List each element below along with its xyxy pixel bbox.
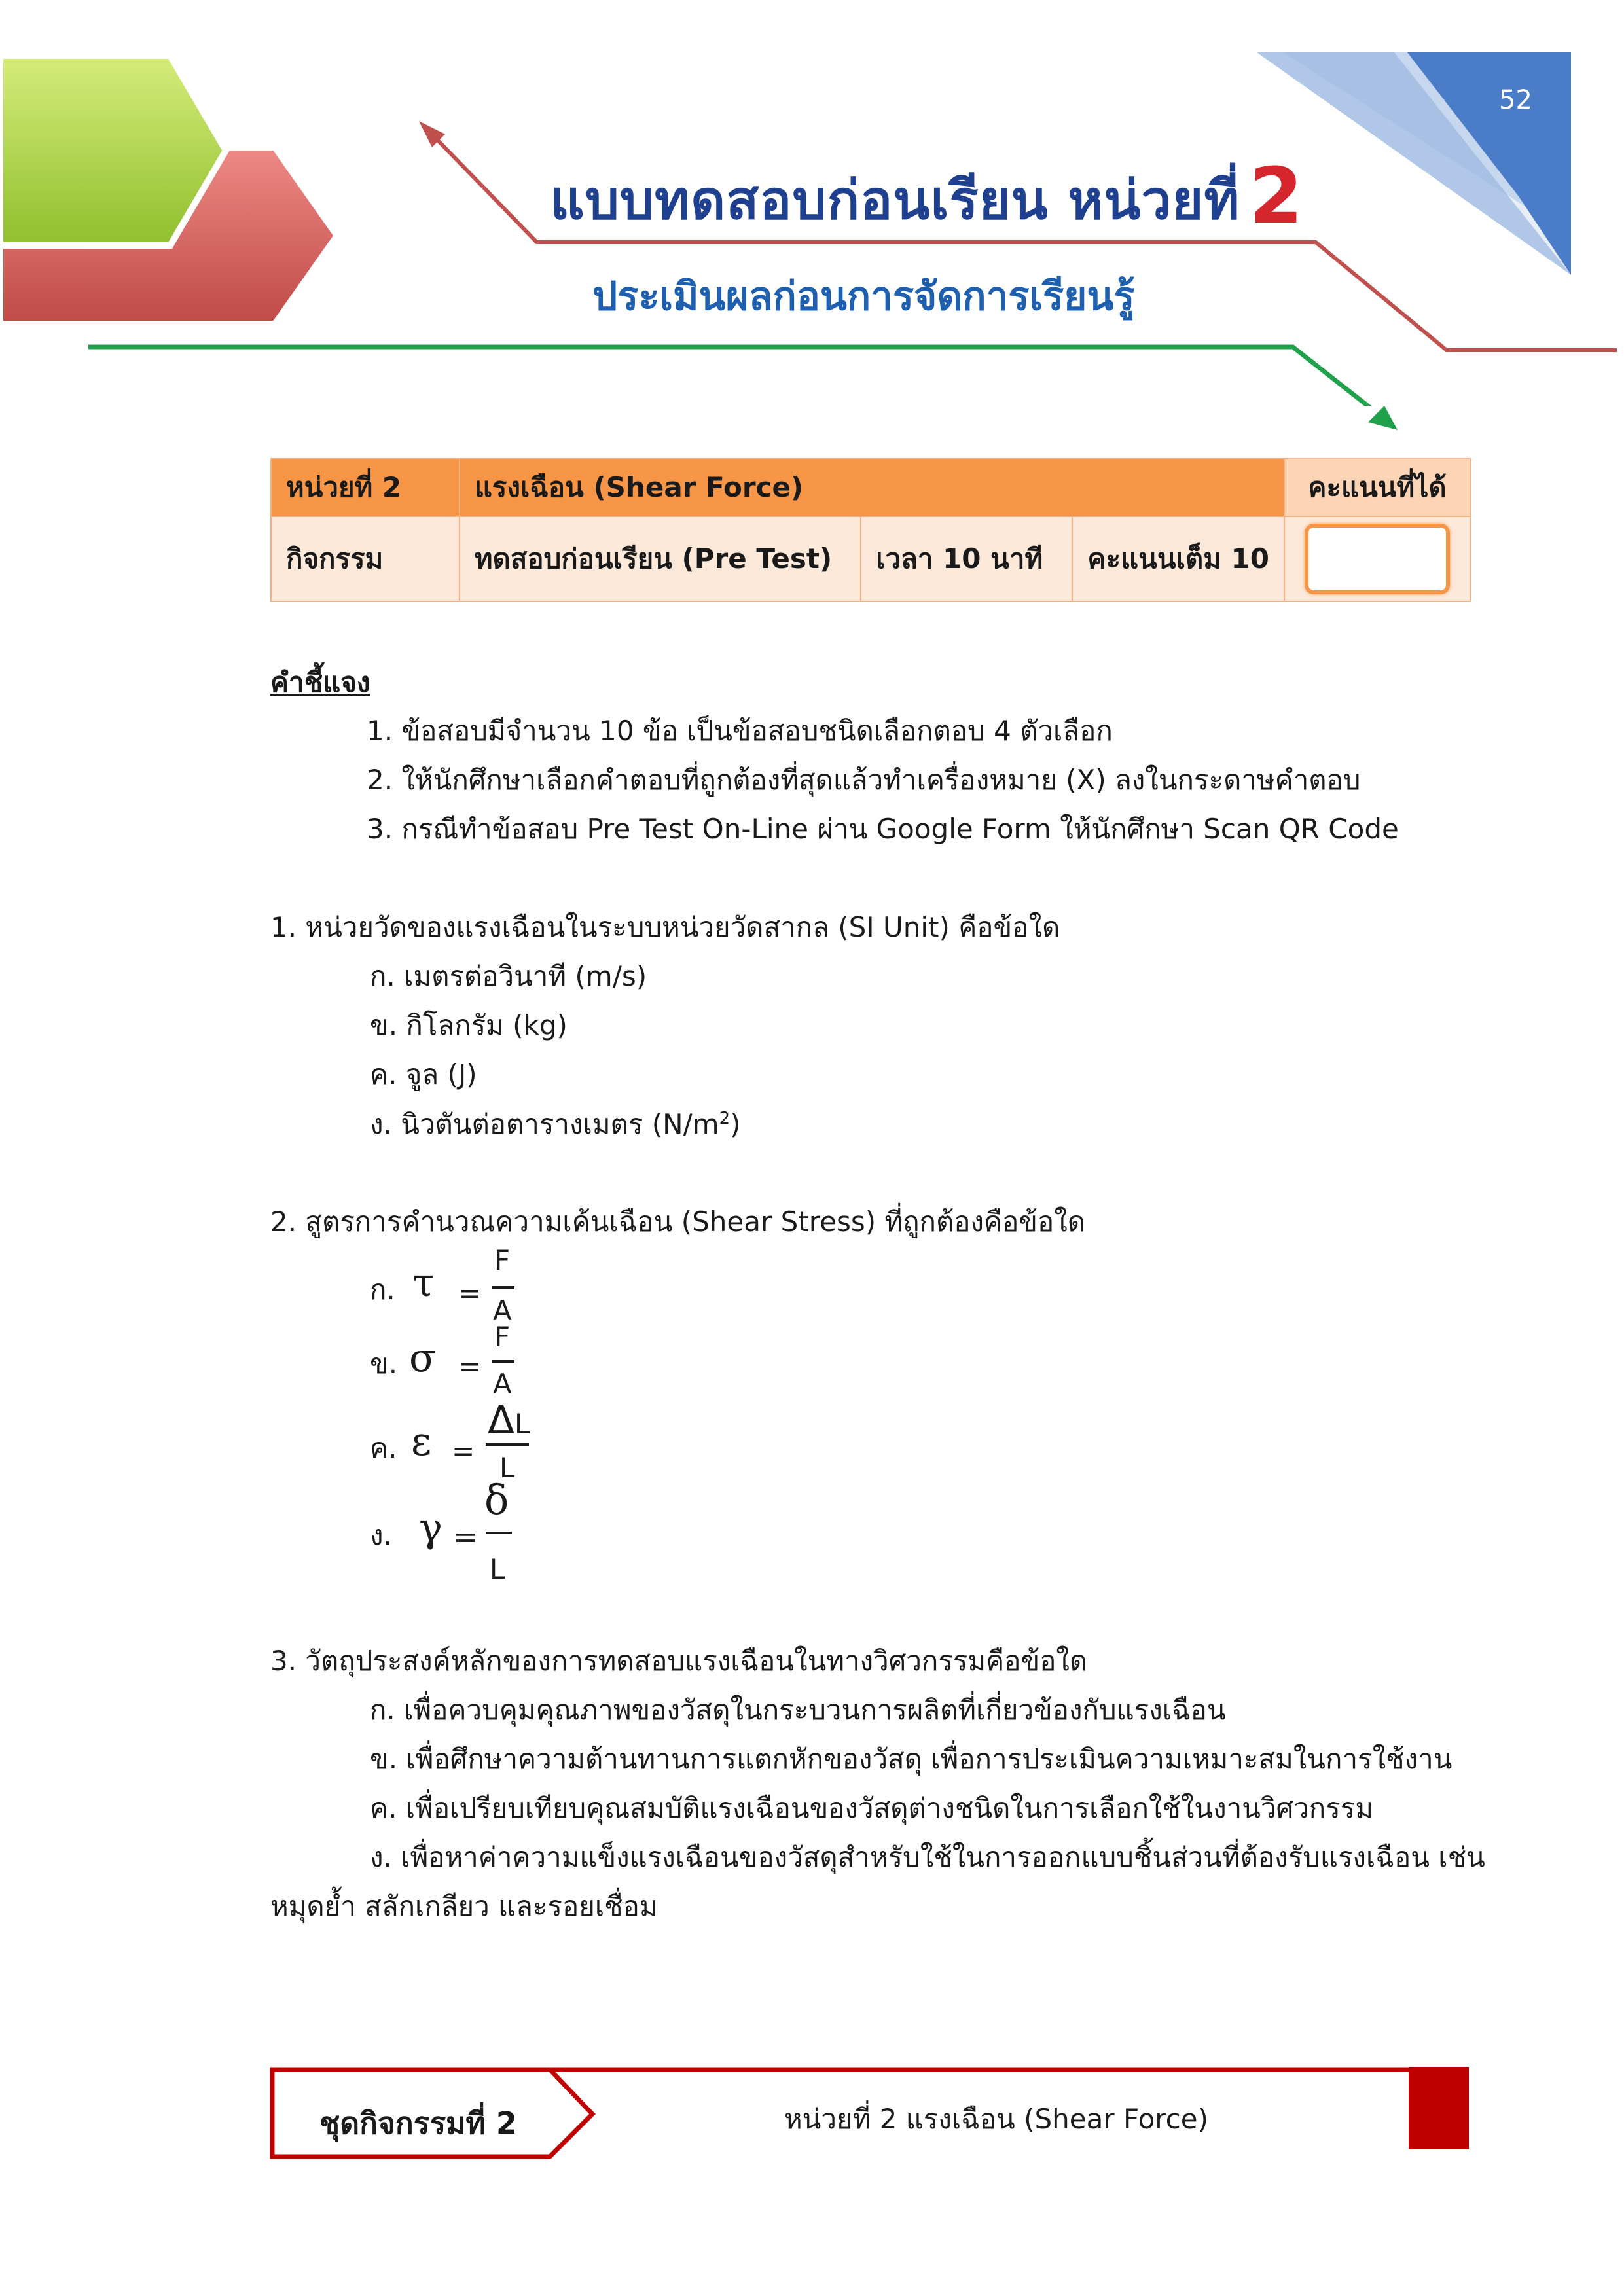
equals-sign: = — [452, 1435, 475, 1467]
unit-label: หน่วยที่ 2 — [271, 459, 460, 516]
gamma-symbol: γ — [419, 1505, 442, 1551]
equals-sign: = — [453, 1519, 478, 1554]
q1-option-d-text: ง. นิวตันต่อตารางเมตร (N/m — [370, 1108, 719, 1140]
equals-sign: = — [458, 1277, 482, 1309]
q2-option-d-label[interactable]: ง. — [370, 1519, 392, 1551]
fraction-bar — [486, 1443, 529, 1446]
delta-lower-symbol: δ — [484, 1476, 509, 1524]
instruction-item: 3. กรณีทำข้อสอบ Pre Test On-Line ผ่าน Google Form ให้นักศึกษา Scan QR Code — [367, 813, 1399, 845]
footer-unit-text: หน่วยที่ 2 แรงเฉือน (Shear Force) — [784, 2103, 1208, 2135]
page-subtitle: ประเมินผลก่อนการจัดการเรียนรู้ — [592, 274, 1135, 319]
epsilon-symbol: ε — [411, 1419, 432, 1465]
fraction-bar — [492, 1286, 514, 1289]
activity-label: กิจกรรม — [271, 516, 460, 601]
q3-option-b[interactable]: ข. เพื่อศึกษาความต้านทานการแตกหักของวัสดุ เพื่อการประเมินความเหมาะสมในการใช้งาน — [370, 1743, 1453, 1775]
info-table — [270, 458, 1471, 602]
green-arrow-line — [88, 347, 1384, 406]
activity-time: เวลา 10 นาที — [861, 516, 1072, 601]
question-2-text: 2. สูตรการคำนวณความเค้นเฉือน (Shear Stress) ที่ถูกต้องคือข้อใด — [270, 1206, 1086, 1238]
fraction-bar — [486, 1532, 512, 1534]
unit-name: แรงเฉือน (Shear Force) — [460, 459, 1284, 516]
fraction-bar — [492, 1360, 514, 1363]
fraction-denominator: A — [493, 1368, 512, 1400]
q3-option-a[interactable]: ก. เพื่อควบคุมคุณภาพของวัสดุในกระบวนการผลิตที่เกี่ยวข้องกับแรงเฉือน — [370, 1694, 1226, 1726]
question-3-text: 3. วัตถุประสงค์หลักของการทดสอบแรงเฉือนในทางวิศวกรรมคือข้อใด — [270, 1645, 1088, 1677]
equals-sign: = — [458, 1350, 482, 1382]
sigma-symbol: σ — [409, 1335, 436, 1381]
instruction-item: 1. ข้อสอบมีจำนวน 10 ข้อ เป็นข้อสอบชนิดเลือกตอบ 4 ตัวเลือก — [367, 715, 1113, 747]
activity-name: ทดสอบก่อนเรียน (Pre Test) — [460, 516, 861, 601]
footer-activity-label: ชุดกิจกรรมที่ 2 — [319, 2106, 517, 2141]
page-title — [550, 151, 1304, 243]
numerator-l: L — [514, 1408, 530, 1440]
fraction-numerator: F — [494, 1244, 511, 1276]
q1-option-b[interactable]: ข. กิโลกรัม (kg) — [370, 1009, 568, 1041]
delta-symbol: Δ — [488, 1397, 515, 1443]
score-input-box[interactable] — [1305, 524, 1450, 594]
q1-option-a[interactable]: ก. เมตรต่อวินาที (m/s) — [370, 960, 647, 992]
page-number: 52 — [1499, 85, 1532, 115]
full-score: คะแนนเต็ม 10 — [1072, 516, 1284, 601]
instruction-item: 2. ให้นักศึกษาเลือกคำตอบที่ถูกต้องที่สุดแล้วทำเครื่องหมาย (X) ลงในกระดาษคำตอบ — [367, 764, 1361, 796]
q2-option-b-label[interactable]: ข. — [370, 1348, 398, 1380]
q3-option-c[interactable]: ค. เพื่อเปรียบเทียบคุณสมบัติแรงเฉือนของวัสดุต่างชนิดในการเลือกใช้ในงานวิศวกรรม — [370, 1792, 1373, 1824]
fraction-denominator: L — [499, 1452, 515, 1484]
q1-option-c[interactable]: ค. จูล (J) — [370, 1058, 477, 1090]
q1-option-d-sup: 2 — [719, 1109, 731, 1128]
score-cell — [1284, 516, 1470, 601]
q1-option-d[interactable] — [370, 1110, 741, 1138]
q1-option-d-end: ) — [730, 1108, 741, 1140]
info-row-activity — [271, 516, 1470, 601]
q3-option-d[interactable]: ง. เพื่อหาค่าความแข็งแรงเฉือนของวัสดุสำหรับใช้ในการออกแบบชิ้นส่วนที่ต้องรับแรงเฉือน เช่น — [370, 1841, 1485, 1873]
q2-option-c-label[interactable]: ค. — [370, 1432, 397, 1464]
instructions-heading: คำชี้แจง — [270, 666, 370, 698]
page-title-text: แบบทดสอบก่อนเรียน หน่วยที่ — [550, 170, 1240, 232]
q2-option-a-label[interactable]: ก. — [370, 1274, 395, 1306]
fraction-numerator — [488, 1397, 530, 1443]
fraction-numerator: F — [494, 1321, 511, 1353]
tau-symbol: τ — [412, 1260, 435, 1306]
question-1-text: 1. หน่วยวัดของแรงเฉือนในระบบหน่วยวัดสากล (SI Unit) คือข้อใด — [270, 911, 1060, 943]
fraction-denominator: A — [493, 1295, 512, 1327]
green-arrow-head — [1362, 403, 1401, 432]
fraction-denominator: L — [490, 1553, 505, 1585]
q3-option-d-continued: หมุดย้ำ สลักเกลียว และรอยเชื่อม — [270, 1890, 658, 1922]
page-title-number: 2 — [1249, 151, 1304, 241]
score-header: คะแนนที่ได้ — [1284, 459, 1470, 516]
info-row-unit — [271, 459, 1470, 516]
